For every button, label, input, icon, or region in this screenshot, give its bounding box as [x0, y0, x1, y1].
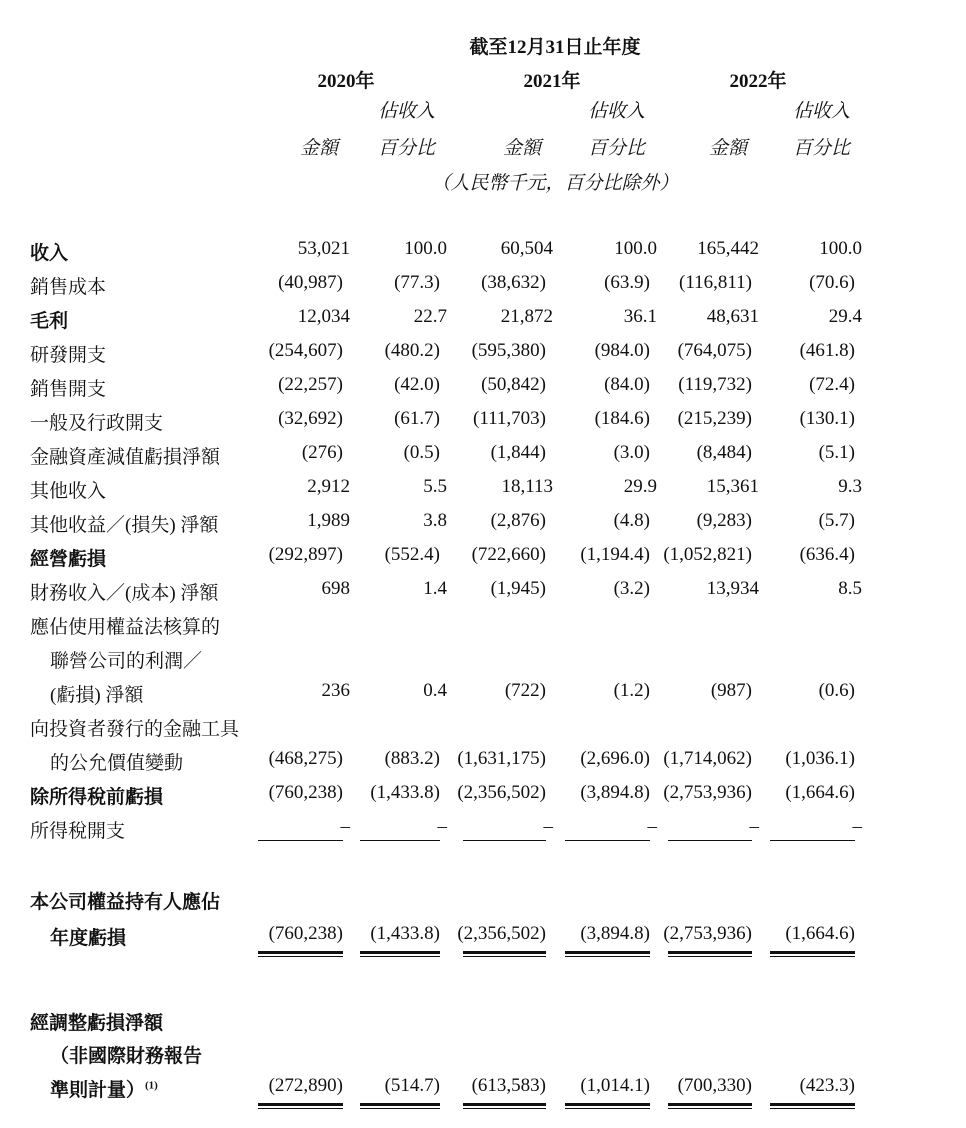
table-cell: (2,356,502) [457, 782, 546, 803]
period-heading: 截至12月31日止年度 [469, 37, 641, 58]
table-cell: 3.8 [423, 510, 447, 531]
table-cell: (1,036.1) [785, 748, 855, 769]
table-cell: (2,876) [490, 510, 546, 531]
double-underline [258, 951, 343, 957]
table-cell: (292,897) [268, 544, 343, 565]
table-cell: (613,583) [471, 1075, 546, 1096]
adjusted-label-line1: 經調整虧損淨額 [30, 1013, 164, 1034]
table-cell: (5.1) [818, 442, 855, 463]
row-label: 向投資者發行的金融工具 [30, 719, 240, 740]
table-cell: (8,484) [696, 442, 752, 463]
table-cell: (77.3) [394, 272, 440, 293]
table-cell: – [647, 816, 657, 837]
total-underline [463, 840, 546, 841]
table-cell: (116,811) [679, 272, 752, 293]
year-2020-heading: 2020年 [317, 71, 375, 92]
table-cell: 18,113 [501, 476, 553, 497]
table-cell: (1,714,062) [663, 748, 752, 769]
total-underline [360, 840, 440, 841]
table-cell: (184.6) [594, 408, 650, 429]
unit-note: （人民幣千元，百分比除外） [431, 173, 679, 194]
table-cell: (1,844) [490, 442, 546, 463]
table-cell: (3,894.8) [580, 923, 650, 944]
row-label: 一般及行政開支 [30, 413, 164, 434]
row-label: 銷售成本 [30, 277, 107, 298]
table-cell: 15,361 [706, 476, 759, 497]
table-cell: (272,890) [268, 1075, 343, 1096]
table-cell: 1.4 [423, 578, 447, 599]
table-cell: (2,753,936) [663, 923, 752, 944]
double-underline [463, 1103, 546, 1109]
table-cell: (1,433.8) [370, 923, 440, 944]
table-cell: 12,034 [297, 306, 350, 327]
table-cell: 1,989 [307, 510, 350, 531]
table-cell: (0.5) [403, 442, 440, 463]
double-underline [258, 1103, 343, 1109]
table-cell: 36.1 [623, 306, 657, 327]
table-cell: 5.5 [423, 476, 447, 497]
double-underline [360, 1103, 440, 1109]
table-cell: (254,607) [268, 340, 343, 361]
table-cell: (215,239) [677, 408, 752, 429]
amount-column-header: 金額 [708, 138, 747, 159]
table-cell: (3.0) [613, 442, 650, 463]
footnote-marker: (1) [145, 1079, 158, 1092]
table-cell: 13,934 [706, 578, 759, 599]
row-label: 金融資產減值虧損淨額 [30, 447, 221, 468]
table-cell: 100.0 [819, 238, 862, 259]
pct-column-header-line1: 佔收入 [587, 101, 645, 122]
table-cell: (764,075) [677, 340, 752, 361]
table-cell: (1,945) [490, 578, 546, 599]
table-cell: – [749, 816, 759, 837]
total-underline [258, 840, 343, 841]
row-label: 聯營公司的利潤／ [50, 651, 203, 672]
double-underline [668, 1103, 752, 1109]
table-cell: (461.8) [799, 340, 855, 361]
table-cell: (3,894.8) [580, 782, 650, 803]
row-label: 其他收入 [30, 481, 107, 502]
table-cell: 2,912 [307, 476, 350, 497]
table-cell: (2,696.0) [580, 748, 650, 769]
double-underline [565, 1103, 650, 1109]
table-cell: (276) [301, 442, 343, 463]
table-cell: (468,275) [268, 748, 343, 769]
table-cell: 29.4 [828, 306, 862, 327]
table-cell: (84.0) [604, 374, 650, 395]
total-underline [770, 840, 855, 841]
table-cell: 29.9 [623, 476, 657, 497]
table-cell: (760,238) [268, 923, 343, 944]
table-cell: (4.8) [613, 510, 650, 531]
amount-column-header: 金額 [502, 138, 541, 159]
table-cell: (1,664.6) [785, 923, 855, 944]
row-label: 財務收入／(成本) 淨額 [30, 583, 219, 604]
table-cell: (22,257) [278, 374, 343, 395]
table-cell: 9.3 [838, 476, 862, 497]
table-cell: 698 [321, 578, 350, 599]
table-cell: – [543, 816, 553, 837]
table-cell: (987) [710, 680, 752, 701]
table-cell: (1.2) [613, 680, 650, 701]
table-cell: 0.4 [423, 680, 447, 701]
table-cell: (1,433.8) [370, 782, 440, 803]
table-cell: (636.4) [799, 544, 855, 565]
table-cell: 53,021 [297, 238, 350, 259]
amount-column-header: 金額 [299, 138, 338, 159]
table-cell: (2,356,502) [457, 923, 546, 944]
attributable-label-line2: 年度虧損 [50, 928, 127, 949]
row-label: 經營虧損 [30, 549, 107, 570]
table-cell: – [852, 816, 862, 837]
row-label: 其他收益／(損失) 淨額 [30, 515, 219, 536]
attributable-label-line1: 本公司權益持有人應佔 [30, 892, 221, 913]
table-cell: (111,703) [473, 408, 546, 429]
table-cell: (883.2) [384, 748, 440, 769]
table-cell: (1,664.6) [785, 782, 855, 803]
row-label: 的公允價值變動 [50, 753, 184, 774]
double-underline [360, 951, 440, 957]
table-cell: (514.7) [384, 1075, 440, 1096]
year-2021-heading: 2021年 [523, 71, 581, 92]
table-cell: (63.9) [604, 272, 650, 293]
double-underline [463, 951, 546, 957]
double-underline [565, 951, 650, 957]
table-cell: (722,660) [471, 544, 546, 565]
table-cell: (552.4) [384, 544, 440, 565]
table-cell: (700,330) [677, 1075, 752, 1096]
table-cell: (1,631,175) [457, 748, 546, 769]
table-cell: (480.2) [384, 340, 440, 361]
total-underline [668, 840, 752, 841]
table-cell: (40,987) [278, 272, 343, 293]
table-cell: (5.7) [818, 510, 855, 531]
table-cell: – [340, 816, 350, 837]
table-cell: (1,014.1) [580, 1075, 650, 1096]
table-cell: (984.0) [594, 340, 650, 361]
double-underline [668, 951, 752, 957]
table-cell: 22.7 [413, 306, 447, 327]
double-underline [770, 951, 855, 957]
pct-column-header-line1: 佔收入 [377, 101, 435, 122]
pct-column-header-line2: 百分比 [377, 138, 435, 159]
pct-column-header-line2: 百分比 [792, 138, 850, 159]
row-label: 毛利 [30, 311, 69, 332]
pct-column-header-line2: 百分比 [587, 138, 645, 159]
table-cell: (0.6) [818, 680, 855, 701]
table-cell: (38,632) [481, 272, 546, 293]
table-cell: – [437, 816, 447, 837]
table-cell: (70.6) [809, 272, 855, 293]
table-cell: (3.2) [613, 578, 650, 599]
table-cell: 8.5 [838, 578, 862, 599]
pct-column-header-line1: 佔收入 [792, 101, 850, 122]
row-label: 所得稅開支 [30, 821, 126, 842]
table-cell: (61.7) [394, 408, 440, 429]
row-label: 銷售開支 [30, 379, 107, 400]
table-cell: 21,872 [500, 306, 553, 327]
table-cell: 60,504 [500, 238, 553, 259]
table-cell: 236 [321, 680, 350, 701]
table-cell: (42.0) [394, 374, 440, 395]
table-cell: (1,052,821) [663, 544, 752, 565]
table-cell: 48,631 [706, 306, 759, 327]
table-cell: (760,238) [268, 782, 343, 803]
table-cell: (32,692) [278, 408, 343, 429]
table-cell: (72.4) [809, 374, 855, 395]
adjusted-label-line3 [50, 1075, 158, 1102]
table-cell: (2,753,936) [663, 782, 752, 803]
table-cell: (722) [504, 680, 546, 701]
total-underline [565, 840, 650, 841]
table-cell: (1,194.4) [580, 544, 650, 565]
table-cell: (130.1) [799, 408, 855, 429]
year-2022-heading: 2022年 [729, 71, 787, 92]
table-cell: (50,842) [481, 374, 546, 395]
row-label: 研發開支 [30, 345, 107, 366]
table-cell: 165,442 [697, 238, 759, 259]
table-cell: 100.0 [404, 238, 447, 259]
table-cell: 100.0 [614, 238, 657, 259]
double-underline [770, 1103, 855, 1109]
table-cell: (423.3) [799, 1075, 855, 1096]
table-cell: (119,732) [678, 374, 752, 395]
row-label: 除所得稅前虧損 [30, 787, 164, 808]
table-cell: (595,380) [471, 340, 546, 361]
row-label: (虧損) 淨額 [50, 685, 144, 706]
row-label: 應佔使用權益法核算的 [30, 617, 221, 638]
row-label: 收入 [30, 243, 69, 264]
table-cell: (9,283) [696, 510, 752, 531]
adjusted-label-line3-text: 準則計量） [50, 1080, 146, 1101]
adjusted-label-line2: （非國際財務報告 [50, 1046, 203, 1067]
